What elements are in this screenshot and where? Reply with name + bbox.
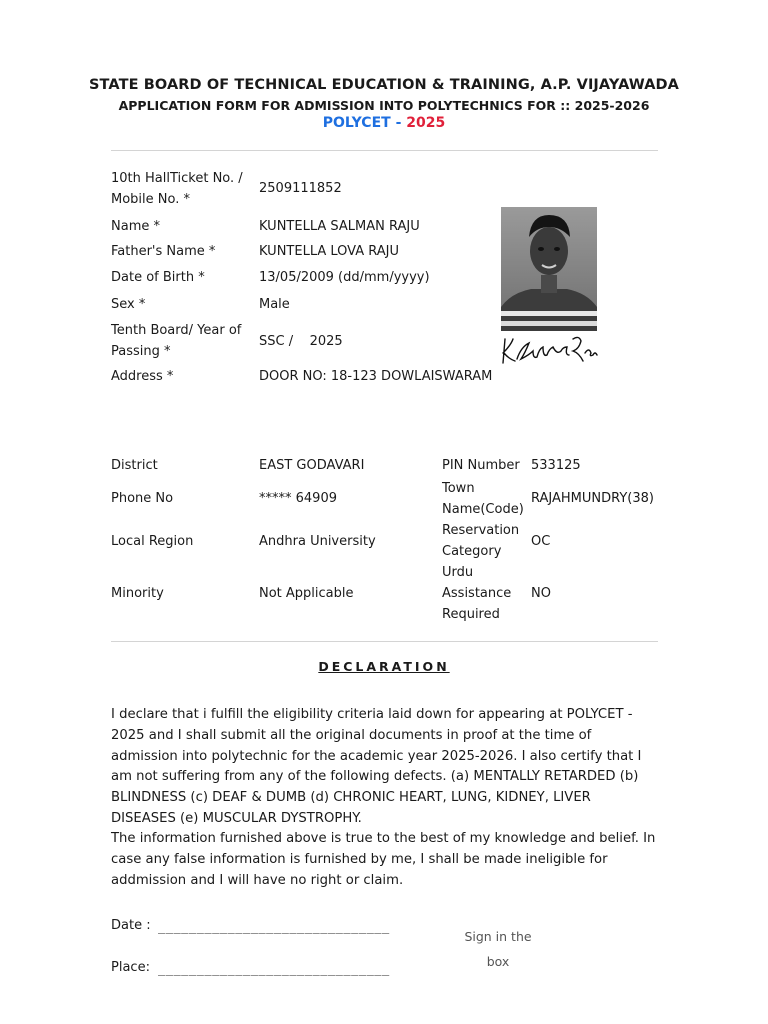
signature-image <box>499 333 599 367</box>
address-value: DOOR NO: 18-123 DOWLAISWARAM <box>259 369 493 384</box>
tenth-board-label <box>111 320 241 362</box>
father-name-value: KUNTELLA LOVA RAJU <box>259 244 399 259</box>
local-region-label: Local Region <box>111 534 194 549</box>
urdu-label-line2: Assistance <box>442 586 512 601</box>
date-label: Date : <box>111 918 151 933</box>
town-value: RAJAHMUNDRY(38) <box>531 491 654 506</box>
father-name-label: Father's Name * <box>111 244 216 259</box>
board-title: STATE BOARD OF TECHNICAL EDUCATION & TRAINING, A.P. VIJAYAWADA <box>89 77 679 93</box>
sex-label: Sex * <box>111 297 146 312</box>
exam-title <box>0 115 768 131</box>
phone-label: Phone No <box>111 491 174 506</box>
reservation-label <box>442 520 519 562</box>
place-label: Place: <box>111 960 150 975</box>
urdu-label-line1: Urdu <box>442 565 474 580</box>
exam-name: POLYCET - <box>322 115 407 131</box>
declaration-paragraph-2: The information furnished above is true to the best of my knowledge and belief. In case any false information is furnished by me, I shall be made ineligible for addmission and I will have no right or claim. <box>111 831 656 888</box>
urdu-label-line3: Required <box>442 607 500 622</box>
urdu-label <box>442 562 511 625</box>
photo-image <box>501 207 597 331</box>
hallticket-label-line2: Mobile No. * <box>111 192 190 207</box>
date-blank: ______________________________ <box>158 920 390 934</box>
name-value: KUNTELLA SALMAN RAJU <box>259 219 420 234</box>
district-label: District <box>111 458 158 473</box>
applicant-signature <box>499 333 599 367</box>
sign-box-line1: Sign in the <box>464 929 532 944</box>
sign-box-line2: box <box>486 954 510 969</box>
hallticket-label-line1: 10th HallTicket No. / <box>111 171 243 186</box>
pin-value: 533125 <box>531 458 581 473</box>
pin-label: PIN Number <box>442 458 520 473</box>
dob-label: Date of Birth * <box>111 270 205 285</box>
tenth-board-label-line2: Passing * <box>111 344 171 359</box>
middle-divider <box>111 641 658 642</box>
top-divider <box>111 150 658 151</box>
applicant-photo <box>501 207 597 331</box>
sex-value: Male <box>259 297 290 312</box>
form-title: APPLICATION FORM FOR ADMISSION INTO POLYTECHNICS FOR :: 2025-2026 <box>118 98 650 113</box>
phone-value: ***** 64909 <box>259 491 337 506</box>
urdu-value: NO <box>531 586 551 601</box>
exam-year: 2025 <box>406 115 446 131</box>
address-label: Address * <box>111 369 174 384</box>
hallticket-value: 2509111852 <box>259 181 342 196</box>
town-label-line1: Town <box>442 481 475 496</box>
hallticket-label <box>111 168 243 210</box>
sign-box-hint <box>456 924 540 974</box>
name-label: Name * <box>111 219 160 234</box>
dob-value: 13/05/2009 (dd/mm/yyyy) <box>259 270 430 285</box>
town-label <box>442 478 524 520</box>
district-value: EAST GODAVARI <box>259 458 365 473</box>
tenth-board-label-line1: Tenth Board/ Year of <box>111 323 242 338</box>
reservation-value: OC <box>531 534 551 549</box>
reservation-label-line2: Category <box>442 544 502 559</box>
minority-label: Minority <box>111 586 164 601</box>
minority-value: Not Applicable <box>259 586 354 601</box>
place-blank: ______________________________ <box>158 962 390 976</box>
declaration-paragraph-1: I declare that i fulfill the eligibility criteria laid down for appearing at POLYCET - 2025 and I shall submit all the original documents in proof at the time of admission into polytechnic for the academic year 2025-2026. I also certify that I am not suffering from any of the following defects. (a) MENTALLY RETARDED (b) BLINDNESS (c) DEAF & DUMB (d) CHRONIC HEART, LUNG, KIDNEY, LIVER DISEASES (e) MUSCULAR DYSTROPHY. <box>111 707 642 826</box>
local-region-value: Andhra University <box>259 534 376 549</box>
tenth-board-value: SSC / 2025 <box>259 334 343 349</box>
reservation-label-line1: Reservation <box>442 523 520 538</box>
declaration-title: DECLARATION <box>318 659 450 674</box>
town-label-line2: Name(Code) <box>442 502 524 517</box>
